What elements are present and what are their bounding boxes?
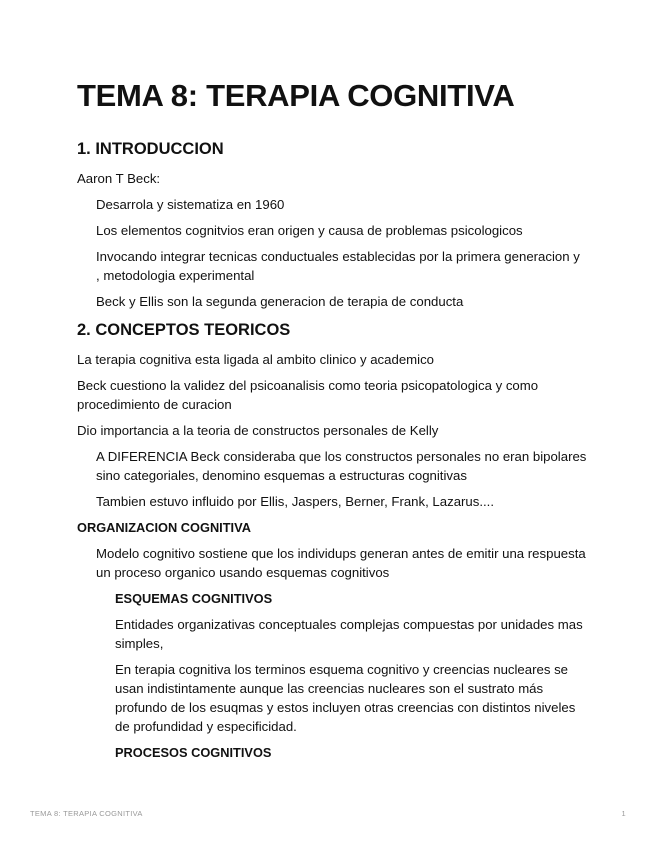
document-body bbox=[77, 140, 587, 769]
intro-item: Invocando integrar tecnicas conductuales establecidas por la primera generacion y , metodologia experimental bbox=[96, 249, 580, 283]
conceptos-paragraph: La terapia cognitiva esta ligada al ambito clinico y academico bbox=[77, 352, 434, 367]
intro-lead: Aaron T Beck: bbox=[77, 171, 161, 186]
conceptos-paragraph: Beck cuestiono la validez del psicoanalisis como teoria psicopatologica y como procedimiento de curacion bbox=[77, 378, 539, 412]
conceptos-paragraph: Dio importancia a la teoria de constructos personales de Kelly bbox=[77, 423, 439, 438]
section-heading-conceptos: 2. CONCEPTOS TEORICOS bbox=[77, 321, 291, 339]
conceptos-sub-item: A DIFERENCIA Beck consideraba que los constructos personales no eran bipolares sino categoriales, denomino esquemas a estructuras cognitivas bbox=[96, 449, 587, 483]
intro-item: Beck y Ellis son la segunda generacion de terapia de conducta bbox=[96, 294, 464, 309]
footer-title: TEMA 8: TERAPIA COGNITIVA bbox=[30, 809, 143, 818]
section-heading-introduccion: 1. INTRODUCCION bbox=[77, 140, 224, 158]
intro-item: Desarrola y sistematiza en 1960 bbox=[96, 197, 285, 212]
intro-item: Los elementos cognitvios eran origen y causa de problemas psicologicos bbox=[96, 223, 523, 238]
esquemas-item: Entidades organizativas conceptuales complejas compuestas por unidades mas simples, bbox=[115, 617, 583, 651]
procesos-label: PROCESOS COGNITIVOS bbox=[115, 745, 272, 760]
organizacion-text: Modelo cognitivo sostiene que los individups generan antes de emitir una respuesta un proceso organico usando esquemas cognitivos bbox=[96, 546, 586, 580]
organizacion-label: ORGANIZACION COGNITIVA bbox=[77, 520, 251, 535]
page-number: 1 bbox=[621, 809, 626, 818]
esquemas-label: ESQUEMAS COGNITIVOS bbox=[115, 591, 273, 606]
conceptos-sub-item: Tambien estuvo influido por Ellis, Jaspers, Berner, Frank, Lazarus.... bbox=[96, 494, 495, 509]
page-title: TEMA 8: TERAPIA COGNITIVA bbox=[77, 78, 515, 113]
esquemas-item: En terapia cognitiva los terminos esquema cognitivo y creencias nucleares se usan indistintamente aunque las creencias nucleares son el sustrato más profundo de los esuqmas y estos incluyen otras creencias con distintos niveles de profundidad y especificidad. bbox=[115, 662, 576, 734]
